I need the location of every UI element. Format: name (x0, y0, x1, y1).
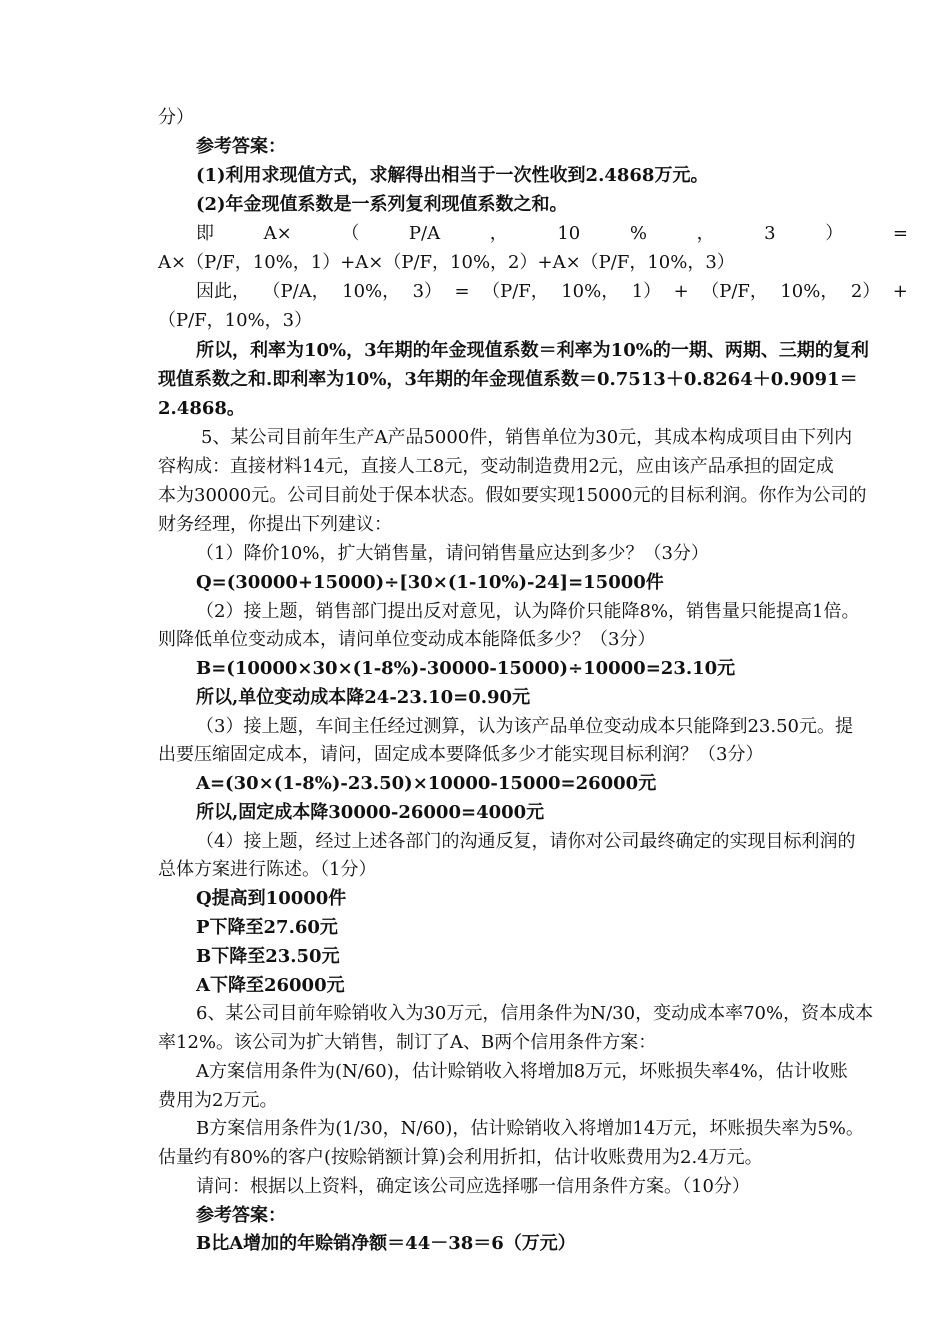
token: （P/F， (701, 281, 768, 302)
text-line: （2）接上题，销售部门提出反对意见，认为降价只能降8%，销售量只能提高1倍。 (196, 601, 860, 622)
token: （P/A， (262, 281, 330, 302)
text-line: 率12%。该公司为扩大销售，制订了A、B两个信用条件方案： (158, 1032, 657, 1053)
formula-line: B=(10000×30×(1-8%)-30000-15000)÷10000=23.10元 (196, 658, 736, 679)
token: 3） (412, 281, 443, 302)
token: （ (341, 223, 360, 244)
token: 2） (850, 281, 881, 302)
token: % (629, 223, 647, 244)
answer-heading: 参考答案： (196, 136, 286, 157)
text-line: B方案信用条件为(1/30，N/60)，估计赊销收入将增加14万元，坏账损失率为5%。 (196, 1118, 864, 1139)
token: = (892, 223, 908, 244)
answer-heading: 参考答案： (196, 1205, 286, 1226)
question-5-line: 5、某公司目前年生产A产品5000件，销售单位为30元，其成本构成项目由下列内 (201, 427, 853, 448)
token: 10%， (780, 281, 839, 302)
token: + (673, 281, 689, 302)
formula-line: Q=(30000+15000)÷[30×(1-10%)-24]=15000件 (196, 572, 664, 593)
token: = (454, 281, 470, 302)
text-line: 现值系数之和.即利率为10%，3年期的年金现值系数＝0.7513＋0.8264＋0.9091＝ (158, 369, 858, 390)
text-line: 出要压缩固定成本，请问，固定成本要降低多少才能实现目标利润？（3分） (158, 744, 764, 765)
text-line: 所以,单位变动成本降24-23.10=0.90元 (196, 687, 531, 708)
token: 即 (196, 223, 214, 244)
token: ， (696, 223, 715, 244)
text-line: 财务经理，你提出下列建议： (158, 514, 392, 535)
text-line: 所以,固定成本降30000-26000=4000元 (196, 802, 545, 823)
text-line: 分） (158, 107, 194, 128)
token: ） (825, 223, 844, 244)
formula-line-justified (196, 278, 908, 306)
token: 10%， (561, 281, 620, 302)
token: 1） (631, 281, 662, 302)
formula-line: A×（P/F，10%，1）+A×（P/F，10%，2）+A×（P/F，10%，3） (158, 252, 735, 273)
text-line: (2)年金现值系数是一系列复利现值系数之和。 (196, 194, 568, 215)
text-line: （4）接上题，经过上述各部门的沟通反复，请你对公司最终确定的实现目标利润的 (196, 831, 856, 852)
text-line: 2.4868。 (158, 398, 245, 419)
text-line: Q提高到10000件 (196, 888, 347, 909)
token: 10 (557, 223, 581, 244)
token: ， (489, 223, 508, 244)
text-line: （1）降价10%，扩大销售量，请问销售量应达到多少？（3分） (196, 543, 709, 564)
text-line: 容构成：直接材料14元，直接人工8元，变动制造费用2元，应由该产品承担的固定成 (158, 456, 834, 477)
text-line: P下降至27.60元 (196, 917, 338, 938)
token: 因此， (196, 281, 250, 302)
token: P/A (408, 223, 441, 244)
formula-line: （P/F，10%，3） (158, 310, 313, 331)
text-line: 请问：根据以上资料，确定该公司应选择哪一信用条件方案。（10分） (196, 1176, 750, 1197)
text-line: 总体方案进行陈述。（1分） (158, 859, 377, 880)
text-line: （3）接上题，车间主任经过测算，认为该产品单位变动成本只能降到23.50元。提 (196, 716, 853, 737)
text-line: B比A增加的年赊销净额＝44－38＝6（万元） (196, 1233, 576, 1254)
text-line: 所以，利率为10%，3年期的年金现值系数＝利率为10%的一期、两期、三期的复利 (196, 340, 869, 361)
token: 10%， (342, 281, 401, 302)
token: 3 (764, 223, 776, 244)
text-line: 本为30000元。公司目前处于保本状态。假如要实现15000元的目标利润。你作为公司的 (158, 485, 867, 506)
formula-line: A=(30×(1-8%)-23.50)×10000-15000=26000元 (196, 773, 657, 794)
text-line: A下降至26000元 (196, 975, 345, 996)
text-line: (1)利用求现值方式，求解得出相当于一次性收到2.4868万元。 (196, 165, 709, 186)
text-line: 则降低单位变动成本，请问单位变动成本能降低多少？（3分） (158, 629, 656, 650)
token: + (892, 281, 908, 302)
question-6-line: 6、某公司目前年赊销收入为30万元，信用条件为N/30，变动成本率70%，资本成本 (196, 1003, 874, 1024)
text-line: 估量约有80%的客户(按赊销额计算)会利用折扣，估计收账费用为2.4万元。 (158, 1147, 763, 1168)
token: A× (263, 223, 292, 244)
text-line: 费用为2万元。 (158, 1090, 278, 1111)
text-line: A方案信用条件为(N/60)，估计赊销收入将增加8万元，坏账损失率4%，估计收账 (196, 1061, 848, 1082)
text-line: B下降至23.50元 (196, 946, 340, 967)
token: （P/F， (482, 281, 549, 302)
formula-line-justified (196, 220, 908, 248)
